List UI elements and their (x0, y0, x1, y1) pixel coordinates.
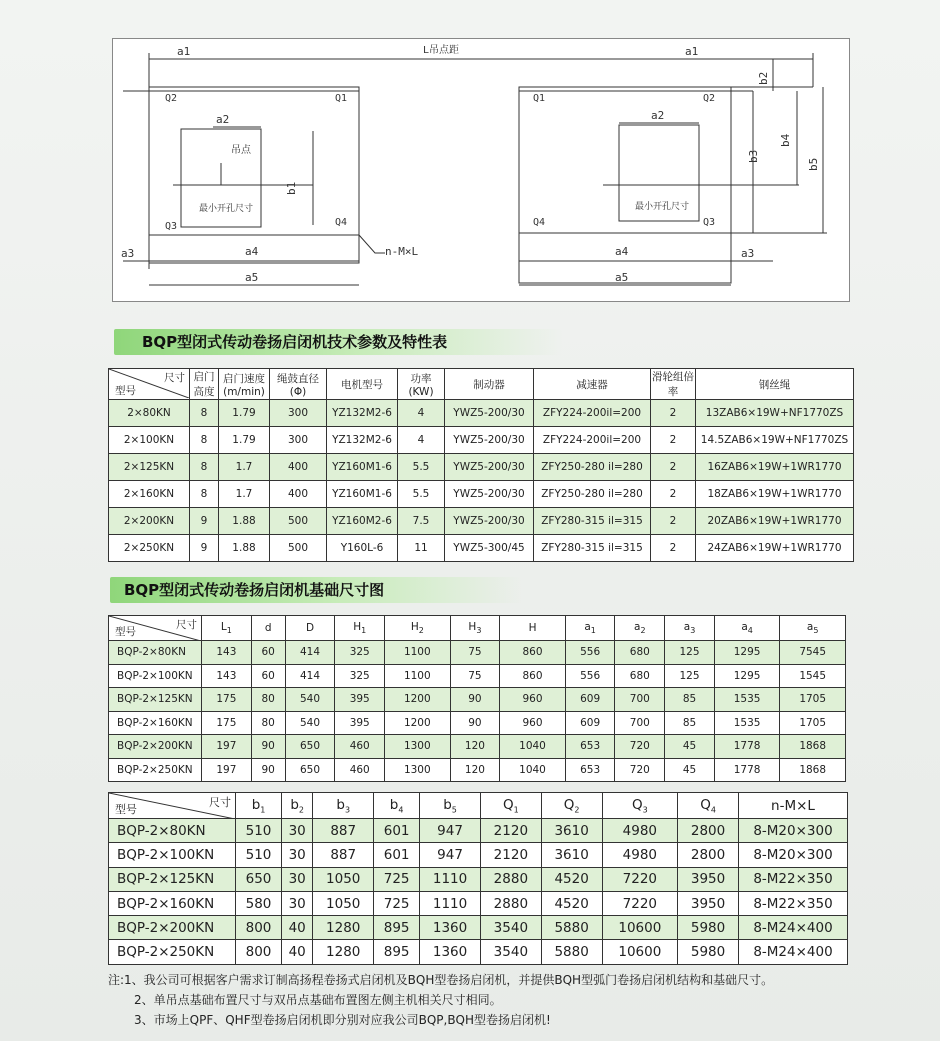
value-cell: 500 (270, 535, 327, 562)
model-cell: BQP-2×80KN (109, 819, 236, 843)
value-cell: Y160L-6 (327, 535, 398, 562)
value-cell: 3540 (480, 916, 541, 940)
value-cell: 143 (202, 641, 252, 665)
value-cell: 325 (335, 641, 385, 665)
header-cell: $Q_2$ (541, 793, 602, 819)
value-cell: 7220 (602, 891, 678, 915)
model-cell: BQP-2×200KN (109, 735, 202, 759)
value-cell: 8 (190, 454, 219, 481)
value-cell: 2120 (480, 819, 541, 843)
model-cell: BQP-2×80KN (109, 641, 202, 665)
value-cell: 300 (270, 400, 327, 427)
value-cell: 1360 (420, 940, 481, 964)
table-row (109, 535, 854, 562)
label-a4-left: a4 (245, 245, 259, 258)
model-cell: BQP-2×125KN (109, 688, 202, 712)
value-cell: 90 (251, 735, 285, 759)
header-cell: D (285, 616, 335, 641)
header-cell: $Q_1$ (480, 793, 541, 819)
table-row (109, 819, 848, 843)
value-cell: 1778 (714, 735, 780, 759)
value-cell: 400 (270, 481, 327, 508)
header-cell: 滑轮组倍率 (651, 369, 696, 400)
value-cell: 1280 (313, 916, 374, 940)
header-cell: $H_2$ (385, 616, 451, 641)
header-cell: $a_2$ (615, 616, 665, 641)
value-cell: 1535 (714, 711, 780, 735)
value-cell: 601 (374, 819, 420, 843)
value-cell: 4520 (541, 867, 602, 891)
table-row (109, 758, 846, 782)
value-cell: 3540 (480, 940, 541, 964)
value-cell: 400 (270, 454, 327, 481)
value-cell: 1110 (420, 867, 481, 891)
value-cell: 414 (285, 641, 335, 665)
header-cell: n-M×L (739, 793, 848, 819)
notes (108, 970, 928, 1030)
value-cell: 653 (565, 758, 615, 782)
header-cell: $a_5$ (780, 616, 846, 641)
value-cell: 1.79 (219, 400, 270, 427)
value-cell: 947 (420, 819, 481, 843)
value-cell: 80 (251, 711, 285, 735)
value-cell: 197 (202, 758, 252, 782)
label-a1-right: a1 (685, 45, 699, 58)
value-cell: 895 (374, 940, 420, 964)
value-cell: 680 (615, 641, 665, 665)
value-cell: 4980 (602, 819, 678, 843)
value-cell: 143 (202, 664, 252, 688)
value-cell: 1280 (313, 940, 374, 964)
model-cell: 2×200KN (109, 508, 190, 535)
value-cell: 2880 (480, 867, 541, 891)
value-cell: 1.88 (219, 535, 270, 562)
header-cell: $H_1$ (335, 616, 385, 641)
corner-cell: 尺寸 型号 (109, 793, 236, 819)
value-cell: 1200 (385, 688, 451, 712)
header-cell: $Q_4$ (678, 793, 739, 819)
table-row (109, 688, 846, 712)
label-b4: b4 (779, 133, 792, 147)
value-cell: 887 (313, 843, 374, 867)
value-cell: 650 (236, 867, 282, 891)
model-cell: BQP-2×250KN (109, 940, 236, 964)
value-cell: 540 (285, 711, 335, 735)
value-cell: 510 (236, 843, 282, 867)
table-row (109, 940, 848, 964)
value-cell: 1868 (780, 758, 846, 782)
note-1: 注:1、我公司可根据客户需求订制高扬程卷扬式启闭机及BQH型卷扬启闭机，并提供BQH型弧门卷扬启闭机结构和基础尺寸。 (108, 973, 774, 987)
value-cell: 120 (450, 758, 500, 782)
model-cell: BQP-2×125KN (109, 867, 236, 891)
value-cell: 5880 (541, 916, 602, 940)
value-cell: 3610 (541, 843, 602, 867)
table-row (109, 867, 848, 891)
label-b3: b3 (747, 149, 760, 163)
value-cell: 75 (450, 664, 500, 688)
value-cell: 700 (615, 711, 665, 735)
value-cell: YZ132M2-6 (327, 400, 398, 427)
value-cell: YWZ5-200/30 (445, 508, 534, 535)
model-cell: BQP-2×160KN (109, 891, 236, 915)
value-cell: 7220 (602, 867, 678, 891)
table-row (109, 891, 848, 915)
model-cell: BQP-2×250KN (109, 758, 202, 782)
corner-cell: 尺寸 型号 (109, 616, 202, 641)
table-row (109, 735, 846, 759)
value-cell: YWZ5-200/30 (445, 400, 534, 427)
value-cell: 60 (251, 664, 285, 688)
value-cell: 725 (374, 891, 420, 915)
header-cell: $b_1$ (236, 793, 282, 819)
header-cell: 启门速度(m/min) (219, 369, 270, 400)
value-cell: 540 (285, 688, 335, 712)
value-cell: 1545 (780, 664, 846, 688)
table-row (109, 481, 854, 508)
header-cell: 功率(KW) (398, 369, 445, 400)
header-cell: $a_1$ (565, 616, 615, 641)
header-cell: 启门高度 (190, 369, 219, 400)
value-cell: 1040 (500, 735, 566, 759)
value-cell: 45 (665, 735, 715, 759)
table-row (109, 508, 854, 535)
model-cell: 2×80KN (109, 400, 190, 427)
value-cell: 720 (615, 758, 665, 782)
value-cell: 9 (190, 535, 219, 562)
label-a5-left: a5 (245, 271, 259, 284)
value-cell: 8 (190, 400, 219, 427)
value-cell: 3950 (678, 867, 739, 891)
value-cell: 1360 (420, 916, 481, 940)
value-cell: 1868 (780, 735, 846, 759)
table-row (109, 427, 854, 454)
value-cell: 460 (335, 735, 385, 759)
foundation-dims-table (108, 615, 846, 782)
note-3: 3、市场上QPF、QHF型卷扬启闭机即分别对应我公司BQP,BQH型卷扬启闭机! (134, 1013, 551, 1027)
value-cell: 24ZAB6×19W+1WR1770 (696, 535, 854, 562)
value-cell: ZFY250-280 il=280 (534, 454, 651, 481)
value-cell: 580 (236, 891, 282, 915)
value-cell: 1705 (780, 711, 846, 735)
value-cell: 650 (285, 735, 335, 759)
value-cell: 609 (565, 688, 615, 712)
label-q3-right: Q3 (703, 217, 716, 228)
value-cell: 1200 (385, 711, 451, 735)
value-cell: 2 (651, 427, 696, 454)
value-cell: 125 (665, 641, 715, 665)
value-cell: 45 (665, 758, 715, 782)
value-cell: 1300 (385, 735, 451, 759)
foundation-layout-drawing (112, 38, 850, 302)
value-cell: 653 (565, 735, 615, 759)
value-cell: 7.5 (398, 508, 445, 535)
value-cell: 720 (615, 735, 665, 759)
model-cell: 2×125KN (109, 454, 190, 481)
value-cell: 1.88 (219, 508, 270, 535)
value-cell: 800 (236, 940, 282, 964)
value-cell: YZ132M2-6 (327, 427, 398, 454)
value-cell: 500 (270, 508, 327, 535)
value-cell: 680 (615, 664, 665, 688)
value-cell: YWZ5-200/30 (445, 454, 534, 481)
value-cell: 1110 (420, 891, 481, 915)
value-cell: 960 (500, 711, 566, 735)
model-cell: BQP-2×160KN (109, 711, 202, 735)
value-cell: 11 (398, 535, 445, 562)
label-L: L吊点距 (423, 45, 460, 56)
value-cell: 90 (450, 711, 500, 735)
header-cell: $a_3$ (665, 616, 715, 641)
value-cell: 8-M24×400 (739, 940, 848, 964)
value-cell: 4980 (602, 843, 678, 867)
value-cell: 1.7 (219, 481, 270, 508)
value-cell: 895 (374, 916, 420, 940)
value-cell: 85 (665, 711, 715, 735)
model-cell: BQP-2×200KN (109, 916, 236, 940)
value-cell: 2 (651, 535, 696, 562)
value-cell: 725 (374, 867, 420, 891)
header-cell: 制动器 (445, 369, 534, 400)
note-2: 2、单吊点基础布置尺寸与双吊点基础布置图左侧主机相关尺寸相同。 (134, 993, 502, 1007)
value-cell: 609 (565, 711, 615, 735)
value-cell: 2 (651, 454, 696, 481)
value-cell: 85 (665, 688, 715, 712)
value-cell: 18ZAB6×19W+1WR1770 (696, 481, 854, 508)
value-cell: 395 (335, 711, 385, 735)
label-a3-right: a3 (741, 247, 755, 260)
value-cell: 14.5ZAB6×19W+NF1770ZS (696, 427, 854, 454)
value-cell: 556 (565, 641, 615, 665)
header-cell: 电机型号 (327, 369, 398, 400)
table-row (109, 916, 848, 940)
model-cell: BQP-2×100KN (109, 843, 236, 867)
value-cell: 4520 (541, 891, 602, 915)
label-bolts: n-M×L (385, 245, 419, 258)
value-cell: 175 (202, 688, 252, 712)
label-q4-left: Q4 (335, 217, 348, 228)
value-cell: 800 (236, 916, 282, 940)
header-cell: 钢丝绳 (696, 369, 854, 400)
value-cell: 8 (190, 427, 219, 454)
value-cell: 125 (665, 664, 715, 688)
value-cell: 2 (651, 481, 696, 508)
value-cell: 556 (565, 664, 615, 688)
value-cell: 2880 (480, 891, 541, 915)
header-cell: $Q_3$ (602, 793, 678, 819)
value-cell: 700 (615, 688, 665, 712)
value-cell: 2800 (678, 819, 739, 843)
label-q1-right: Q1 (533, 93, 546, 104)
value-cell: 601 (374, 843, 420, 867)
label-q2-right: Q2 (703, 93, 716, 104)
label-a5-right: a5 (615, 271, 629, 284)
value-cell: 510 (236, 819, 282, 843)
label-a4-right: a4 (615, 245, 629, 258)
value-cell: 650 (285, 758, 335, 782)
value-cell: 1050 (313, 867, 374, 891)
label-q3-left: Q3 (165, 221, 178, 232)
value-cell: 8-M22×350 (739, 867, 848, 891)
value-cell: 10600 (602, 916, 678, 940)
value-cell: 8 (190, 481, 219, 508)
label-q2-left: Q2 (165, 93, 178, 104)
label-b1: b1 (285, 181, 298, 195)
corner-cell: 尺寸 型号 (109, 369, 190, 400)
value-cell: 40 (282, 940, 313, 964)
value-cell: 175 (202, 711, 252, 735)
value-cell: 1040 (500, 758, 566, 782)
value-cell: 30 (282, 867, 313, 891)
value-cell: 60 (251, 641, 285, 665)
label-a2-right: a2 (651, 109, 665, 122)
header-cell: $b_4$ (374, 793, 420, 819)
value-cell: 3610 (541, 819, 602, 843)
label-b2: b2 (757, 71, 770, 85)
value-cell: ZFY250-280 il=280 (534, 481, 651, 508)
value-cell: 20ZAB6×19W+1WR1770 (696, 508, 854, 535)
label-q1-left: Q1 (335, 93, 348, 104)
header-cell: $L_1$ (202, 616, 252, 641)
value-cell: 16ZAB6×19W+1WR1770 (696, 454, 854, 481)
foundation-dims-table-2 (108, 792, 848, 965)
value-cell: 8-M24×400 (739, 916, 848, 940)
value-cell: 90 (251, 758, 285, 782)
label-q4-right: Q4 (533, 217, 546, 228)
label-a2-left: a2 (216, 113, 230, 126)
value-cell: ZFY280-315 il=315 (534, 535, 651, 562)
value-cell: 860 (500, 641, 566, 665)
value-cell: 197 (202, 735, 252, 759)
value-cell: 13ZAB6×19W+NF1770ZS (696, 400, 854, 427)
model-cell: BQP-2×100KN (109, 664, 202, 688)
header-cell: H (500, 616, 566, 641)
header-cell: $H_3$ (450, 616, 500, 641)
header-cell: d (251, 616, 285, 641)
value-cell: 30 (282, 819, 313, 843)
value-cell: 4 (398, 400, 445, 427)
header-cell: $b_3$ (313, 793, 374, 819)
value-cell: 4 (398, 427, 445, 454)
table-row (109, 400, 854, 427)
value-cell: 1100 (385, 664, 451, 688)
value-cell: ZFY224-200il=200 (534, 427, 651, 454)
label-b5: b5 (807, 157, 820, 171)
value-cell: 1705 (780, 688, 846, 712)
value-cell: 5980 (678, 940, 739, 964)
value-cell: YWZ5-200/30 (445, 427, 534, 454)
value-cell: 120 (450, 735, 500, 759)
value-cell: 8-M20×300 (739, 819, 848, 843)
value-cell: 460 (335, 758, 385, 782)
label-hoist-point: 吊点 (231, 145, 251, 156)
value-cell: 5880 (541, 940, 602, 964)
header-cell: 绳鼓直径(Φ) (270, 369, 327, 400)
value-cell: 10600 (602, 940, 678, 964)
value-cell: 5980 (678, 916, 739, 940)
label-a1-left: a1 (177, 45, 191, 58)
value-cell: 30 (282, 843, 313, 867)
value-cell: YWZ5-300/45 (445, 535, 534, 562)
table-row (109, 843, 848, 867)
value-cell: 40 (282, 916, 313, 940)
value-cell: 2800 (678, 843, 739, 867)
label-a3-left: a3 (121, 247, 135, 260)
table-row (109, 454, 854, 481)
value-cell: ZFY280-315 il=315 (534, 508, 651, 535)
value-cell: 414 (285, 664, 335, 688)
value-cell: 300 (270, 427, 327, 454)
table-row (109, 641, 846, 665)
value-cell: 2 (651, 400, 696, 427)
value-cell: YZ160M1-6 (327, 454, 398, 481)
value-cell: 90 (450, 688, 500, 712)
value-cell: 80 (251, 688, 285, 712)
table1-title: BQP型闭式传动卷扬启闭机技术参数及特性表 (114, 329, 562, 355)
header-cell: $b_5$ (420, 793, 481, 819)
header-cell: 减速器 (534, 369, 651, 400)
value-cell: 1300 (385, 758, 451, 782)
value-cell: 395 (335, 688, 385, 712)
value-cell: 887 (313, 819, 374, 843)
value-cell: 325 (335, 664, 385, 688)
value-cell: 9 (190, 508, 219, 535)
table-row (109, 711, 846, 735)
value-cell: 30 (282, 891, 313, 915)
model-cell: 2×250KN (109, 535, 190, 562)
value-cell: 1.79 (219, 427, 270, 454)
model-cell: 2×100KN (109, 427, 190, 454)
value-cell: 2 (651, 508, 696, 535)
header-cell: $b_2$ (282, 793, 313, 819)
value-cell: YZ160M1-6 (327, 481, 398, 508)
value-cell: 1778 (714, 758, 780, 782)
value-cell: 1295 (714, 664, 780, 688)
value-cell: 960 (500, 688, 566, 712)
value-cell: 1050 (313, 891, 374, 915)
value-cell: 860 (500, 664, 566, 688)
value-cell: 1100 (385, 641, 451, 665)
value-cell: 2120 (480, 843, 541, 867)
value-cell: 8-M22×350 (739, 891, 848, 915)
value-cell: 8-M20×300 (739, 843, 848, 867)
header-cell: $a_4$ (714, 616, 780, 641)
value-cell: 7545 (780, 641, 846, 665)
tech-params-table (108, 368, 854, 562)
value-cell: 1.7 (219, 454, 270, 481)
value-cell: 5.5 (398, 481, 445, 508)
table-row (109, 664, 846, 688)
label-min-opening-right: 最小开孔尺寸 (635, 202, 690, 212)
value-cell: ZFY224-200il=200 (534, 400, 651, 427)
value-cell: 75 (450, 641, 500, 665)
model-cell: 2×160KN (109, 481, 190, 508)
value-cell: 947 (420, 843, 481, 867)
value-cell: 1535 (714, 688, 780, 712)
value-cell: 5.5 (398, 454, 445, 481)
table2-title: BQP型闭式传动卷扬启闭机基础尺寸图 (110, 577, 524, 603)
value-cell: YZ160M2-6 (327, 508, 398, 535)
value-cell: 1295 (714, 641, 780, 665)
value-cell: YWZ5-200/30 (445, 481, 534, 508)
label-min-opening-left: 最小开孔尺寸 (199, 204, 254, 214)
value-cell: 3950 (678, 891, 739, 915)
